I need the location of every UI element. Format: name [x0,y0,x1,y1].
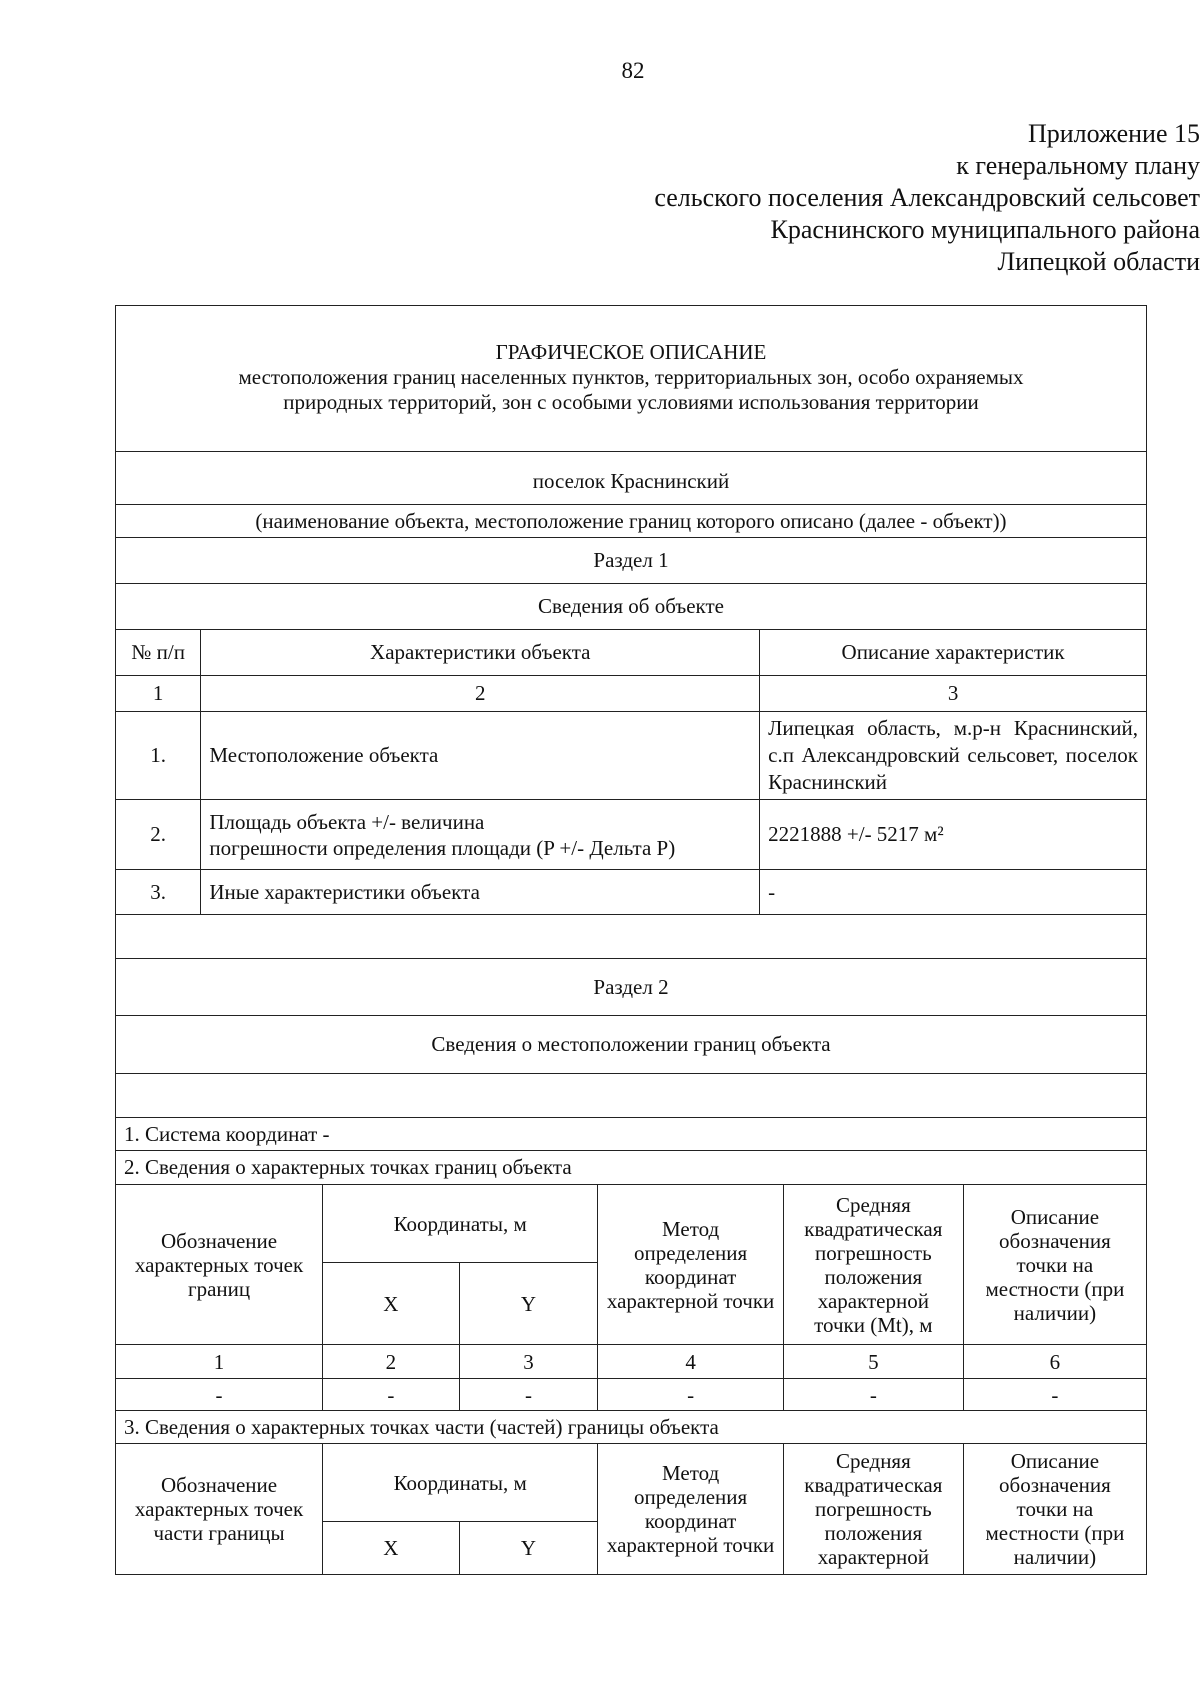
y-header: Y [459,1522,598,1574]
row-number: 3. [116,870,201,915]
part-points-title: 3. Сведения о характерных точках части (частей) границы объекта [116,1411,1146,1444]
column-number: 4 [598,1345,784,1379]
table-header-row [116,630,1146,676]
table-cell: - [783,1379,963,1411]
column-header: № п/п [116,630,201,676]
table-row [116,1379,1146,1411]
table-cell: - [963,1379,1146,1411]
boundary-points-table [116,1184,1146,1574]
column-number: 5 [783,1345,963,1379]
coordinates-header: Координаты, м [323,1185,598,1263]
column-number: 1 [116,676,201,712]
coordinate-system: 1. Система координат - [116,1118,1146,1151]
table-row [116,800,1146,870]
row-number: 1. [116,712,201,800]
row-name: Местоположение объекта [201,712,760,800]
form-header [116,306,1146,452]
accuracy-header: Средняя квадратическая погрешность положения характерной [783,1444,963,1574]
section1-title: Раздел 1 [116,538,1146,584]
column-header: Характеристики объекта [201,630,760,676]
object-characteristics-table [116,629,1146,915]
x-header: X [323,1263,460,1345]
column-number: 2 [201,676,760,712]
form-subtitle-line2: природных территорий, зон с особыми условиями использования территории [283,390,979,414]
appendix-line: Краснинского муниципального района [770,215,1200,244]
points-title: 2. Сведения о характерных точках границ объекта [124,1155,572,1179]
table-cell: - [598,1379,784,1411]
coordinates-header: Координаты, м [323,1444,598,1522]
table-cell: - [459,1379,598,1411]
appendix-line: сельского поселения Александровский сельсовет [654,183,1200,212]
column-number: 3 [459,1345,598,1379]
row-name-line: погрешности определения площади (P +/- Дельта P) [209,835,676,860]
accuracy-header: Средняя квадратическая погрешность положения характерной точки (Mt), м [783,1185,963,1345]
form-subtitle-line1: местоположения границ населенных пунктов, территориальных зон, особо охраняемых [238,365,1024,389]
column-number-row [116,676,1146,712]
row-name: Иные характеристики объекта [201,870,760,915]
x-header: X [323,1522,460,1574]
method-header: Метод определения координат характерной точки [598,1444,784,1574]
row-value: 2221888 +/- 5217 м² [760,800,1146,870]
appendix-heading [55,118,1200,278]
row-name-line: Площадь объекта +/- величина [209,809,485,834]
row-name [201,800,760,870]
column-number: 3 [760,676,1146,712]
object-caption: (наименование объекта, местоположение границ которого описано (далее - объект)) [116,505,1146,538]
column-number: 2 [323,1345,460,1379]
appendix-line: Липецкой области [997,247,1200,276]
form-title: ГРАФИЧЕСКОЕ ОПИСАНИЕ [495,340,767,364]
description-header: Описание обозначения точки на местности (при наличии) [963,1185,1146,1345]
object-name: поселок Краснинский [116,452,1146,505]
y-header: Y [459,1263,598,1345]
method-header: Метод определения координат характерной точки [598,1185,784,1345]
row-number: 2. [116,800,201,870]
row-value: Липецкая область, м.р-н Краснинский, с.п Александровский сельсовет, поселок Краснинский [760,712,1146,800]
page-number: 82 [621,58,645,83]
column-number: 6 [963,1345,1146,1379]
section2-title: Раздел 2 [116,959,1146,1016]
point-designation-header: Обозначение характерных точек границ [116,1185,323,1345]
section1-subtitle: Сведения об объекте [538,594,724,618]
table-cell: - [323,1379,460,1411]
appendix-line: к генеральному плану [956,151,1200,180]
column-header: Описание характеристик [760,630,1146,676]
appendix-line: Приложение 15 [1027,119,1200,148]
graphic-description-form [115,305,1147,1575]
blank-row [116,1074,1146,1118]
table-cell: - [116,1379,323,1411]
section2-subtitle: Сведения о местоположении границ объекта [116,1016,1146,1074]
column-number-row [116,1345,1146,1379]
table-row [116,870,1146,915]
row-value: - [760,870,1146,915]
column-number: 1 [116,1345,323,1379]
blank-row [116,915,1146,959]
table-row [116,712,1146,800]
point-designation-header: Обозначение характерных точек части границы [116,1444,323,1574]
description-header: Описание обозначения точки на местности (при наличии) [963,1444,1146,1574]
